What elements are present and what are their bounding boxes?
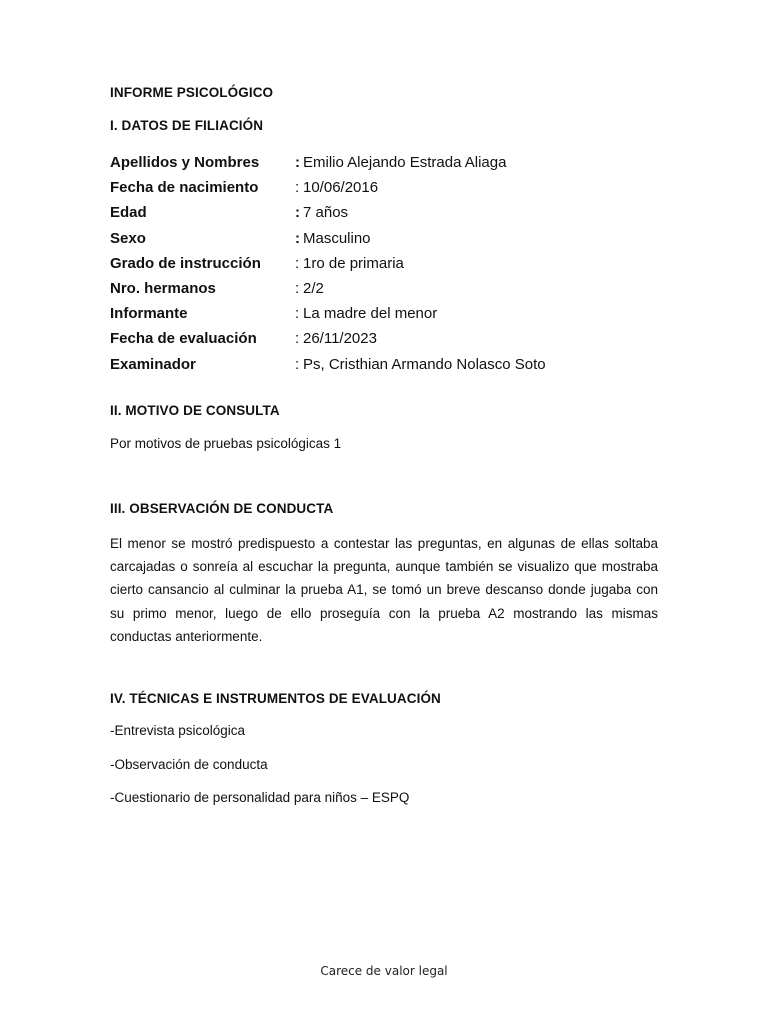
motivo-consulta-text: Por motivos de pruebas psicológicas 1 [110,436,342,451]
identification-fields [110,150,670,377]
field-separator: : [295,204,300,222]
field-label: Grado de instrucción [110,254,261,272]
field-value: Emilio Alejando Estrada Aliaga [303,154,507,172]
field-label: Informante [110,305,188,323]
field-label: Edad [110,204,147,222]
field-value: 10/06/2016 [303,179,379,197]
field-label: Examinador [110,355,196,373]
field-row-sexo [110,226,670,251]
field-separator: : [295,305,300,323]
section-heading-motivo-consulta: II. MOTIVO DE CONSULTA [110,403,280,418]
field-value: Masculino [303,229,371,247]
field-label: Fecha de nacimiento [110,179,259,197]
tecnica-item: -Cuestionario de personalidad para niños – ESPQ [110,790,410,805]
tecnica-item: -Entrevista psicológica [110,723,246,738]
field-value: 1ro de primaria [303,254,404,272]
field-separator: : [295,179,300,197]
document-title: INFORME PSICOLÓGICO [110,85,274,100]
field-separator: : [295,330,300,348]
field-row-informante [110,301,670,326]
section-heading-tecnicas-instrumentos: IV. TÉCNICAS E INSTRUMENTOS DE EVALUACIÓN [110,691,441,706]
section-heading-datos-filiacion: I. DATOS DE FILIACIÓN [110,118,264,133]
field-label: Sexo [110,229,146,247]
field-row-fecha-evaluacion [110,326,670,351]
field-value: Ps, Cristhian Armando Nolasco Soto [303,355,546,373]
field-value: La madre del menor [303,305,438,323]
tecnica-item: -Observación de conducta [110,757,268,772]
page-footer: Carece de valor legal [320,964,448,978]
field-label: Apellidos y Nombres [110,154,260,172]
field-row-fecha-nacimiento [110,175,670,200]
field-row-edad [110,200,670,225]
field-label: Nro. hermanos [110,280,216,298]
field-separator: : [295,355,300,373]
field-value: 7 años [303,204,349,222]
field-separator: : [295,280,300,298]
field-row-grado-instruccion [110,251,670,276]
field-separator: : [295,154,300,172]
field-separator: : [295,229,300,247]
field-row-nro-hermanos [110,276,670,301]
field-separator: : [295,254,300,272]
field-row-examinador [110,352,670,377]
field-value: 2/2 [303,280,324,298]
field-row-apellidos-nombres [110,150,670,175]
field-value: 26/11/2023 [303,330,377,348]
field-label: Fecha de evaluación [110,330,257,348]
section-heading-observacion-conducta: III. OBSERVACIÓN DE CONDUCTA [110,501,334,516]
observacion-conducta-text: El menor se mostró predispuesto a contestar las preguntas, en algunas de ellas soltaba carcajadas o sonreía al escuchar la pregunta, aunque también se visualizo que mostraba cierto cansancio al culminar la prueba A1, se tomó un breve descanso donde jugaba con su primo menor, luego de ello proseguía con la prueba A2 mostrando las mismas conductas anteriormente. [110,536,658,644]
